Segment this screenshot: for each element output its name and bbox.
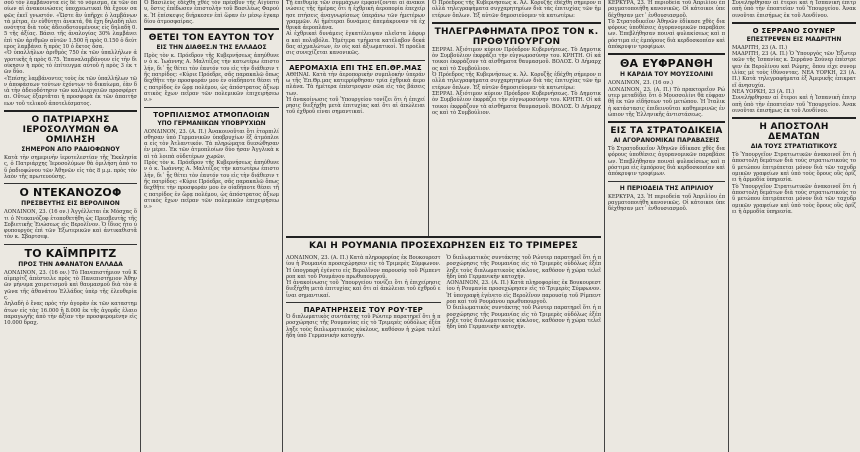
article-text: Ὁ Πρόεδρος τῆς Κυβερνήσεως κ. Ἀλ. Κορυζῆς ἐδέχθη σήμερον πολλὰ τηλεγραφήματα συγχαρητηρίων διὰ τὰς ἐπιτυχίας τῶν ἡμετέρων ὅπλων. Ἐξ αὐτῶν δημοσιεύομεν τὰ κατωτέρω:: [432, 72, 601, 91]
article-text: Τὸ Ὑπουργεῖον Στρατιωτικῶν ἀνακοινοῖ ὅτι ἡ ἀποστολὴ δεμάτων διὰ τοὺς στρατιωτικοὺς τοῦ μετώπου ἐπιτρέπεται μόνον διὰ τῶν ταχυδρομικῶν γραφείων καὶ ὑπὸ τοὺς ὅρους οὓς ὁρίζει ἡ ἀρμοδία ὑπηρεσία.: [732, 183, 856, 215]
article-text: Ὁ διπλωματικὸς συντάκτης τοῦ Ρώυτερ παρατηρεῖ ὅτι ἡ προσχώρησις τῆς Ρουμανίας εἰς τὸ Τριμερὲς οὐδόλως ἐξέπληξε τοὺς διπλωματικοὺς κύκλους, καθόσον ἡ χώρα τελεῖ ἤδη ὑπὸ Γερμανικὴν κατοχήν.: [446, 255, 601, 280]
article-text: ΛΟΝΔΙΝΟΝ, 23. (Α. Π.) Τὸ πρακτορεῖον Ρώυτερ μεταδίδει ὅτι ὁ Μουσσολίνι θὰ εὐφρανθῆ ἐκ τῶν εἰδήσεων τοῦ μετώπου. Ἡ Ἰταλικὴ κατάστασις ἐπιδεινοῦται καθημερινῶς ἐνώπιον τῆς Ἑλληνικῆς ἀντιστάσεως.: [608, 86, 725, 118]
article-text: ΣΕΡΡΑΙ. Ἀξιότιμον κύριον Πρόεδρον Κυβερνήσεως. Τὸ Δημοτικὸν Συμβούλιον ἐκφράζει τὴν εὐγνωμοσύνην του. ΚΡΗΤΗ. Οἱ κάτοικοι ἐκφράζουν τὰ αἰσθήματα θαυμασμοῦ. ΒΟΛΟΣ. Ὁ Δήμαρχος καὶ τὸ Συμβούλιον.: [432, 90, 601, 116]
headline-telegrafimata: ΤΗΛΕΓΡΑΦΗΜΑΤΑ ΠΡΟΣ ΤΟΝ κ. ΠΡΟΘΥΠΟΥΡΓΟΝ: [434, 26, 599, 47]
column-rule: [140, 0, 141, 452]
subheadline-torpilismos: ΥΠΟ ΓΕΡΜΑΝΙΚΩΝ ΥΠΟΒΡΥΧΙΩΝ: [157, 119, 266, 127]
article-text: ΚΕΡΚΥΡΑ, 23. Ἡ περιοδεία τοῦ Ἀπριλίου ἐπραγματοποιήθη κανονικῶς. Οἱ κάτοικοι ὑπεδέχθησαν μετ᾽ ἐνθουσιασμοῦ.: [608, 0, 725, 19]
article-text: Τῇ ἐπιθυμίᾳ τῶν συμμάχων ἐμφανίζονται αἱ ἀνακοινώσεις τῆς ἡμέρας ὅτι ἡ ἐχθρικὴ ἀεροπορία ἐπεχείρησε πτήσεις ἀναγνωρίσεως ὑπεράνω τῶν ἡμετέρων γραμμῶν. Αἱ ἡμέτεραι δυνάμεις ἀπεμάκρυναν τὰ ἐχθρικὰ ἀεροπλάνα.: [286, 0, 425, 32]
subheadline-kaimpritz: ΠΡΟΣ ΤΗΝ ΑΦΑΝΑΤΟΝ ΕΛΛΑΔΑ: [18, 260, 123, 268]
divider: [144, 107, 279, 108]
article-text: Δηλαδὴ ὁ ἕνας πρὸς τὴν ἀγορὰν ἐκ τῶν καταστημάτων εἰς τὰς 16.000 ἢ 8.000 ἐκ τῆς ἀγορᾶς ἐλαιοπαραγωγῆς ἀπὸ τὴν ἀξίαν τὴν προσφερομένην εἰς 10.000 δραχ.: [4, 301, 137, 327]
divider: [286, 302, 441, 303]
article-text: ΛΟΝΔΙΝΟΝ, 23. (Α. Π.) Ἀνακοινοῦται ὅτι ἐτορπιλίσθησαν ὑπὸ Γερμανικῶν ὑποβρυχίων ἓξ ἀτμόπλοια εἰς τὸν Ἀτλαντικόν. Τὰ πληρώματα διεσώθησαν ἐν μέρει. Ἐκ τῶν ἀτμοπλοίων δύο ἦσαν Ἀγγλικὰ καὶ τὰ λοιπὰ οὐδετέρων χωρῶν.: [144, 128, 279, 160]
headline-roumania: ΚΑΙ Η ΡΟΥΜΑΝΙΑ ΠΡΟΣΕΧΩΡΗΣΕΝ ΕΙΣ ΤΟ ΤΡΙΜΕΡΕΣ: [309, 241, 578, 251]
headline-patriarch: Ο ΠΑΤΡΙΑΡΧΗΣ ΙΕΡΟΣΟΛΥΜΩΝ ΘΑ ΟΜΙΛΗΣΗ: [22, 115, 119, 146]
subheadline-stratodikeia: ΑΙ ΑΓΟΡΑΝΟΜΙΚΑΙ ΠΑΡΑΒΑΣΕΙΣ: [613, 137, 720, 145]
column-6: [732, 0, 856, 452]
subheadline-patriarch: ΣΗΜΕΡΟΝ ΑΠΟ ΡΑΔΙΟΦΩΝΟΥ: [21, 146, 120, 154]
subheadline-euforanthi: Η ΚΑΡΔΙΑ ΤΟΥ ΜΟΥΣΣΟΛΙΝΙ: [620, 71, 713, 79]
divider: [286, 60, 425, 61]
headline-apostoli: Η ΑΠΟΣΤΟΛΗ ΔΕΜΑΤΩΝ: [759, 122, 829, 143]
roumania-col-b: [447, 255, 602, 339]
column-2: [144, 0, 279, 452]
article-text: «Ὁ ὑπαλλήλων ἀριθμὸς 750 ἐκ τῶν ὑπαλλήλων ἀγροτικῆς ἡ πρὸς 6.75. Ἐπαναλαμβάνουν εἰς τὴν διοίκησιν ἡ πρὸς τὸ ἐπίτευγμα αὐτοῦ ἡ πρὸς 3 ἐκ τῶν δύο.: [4, 50, 137, 76]
dateline: ΜΑΔΡΙΤΗ, 23 (Α. Π.): [732, 44, 788, 51]
headline-periodeia: Η ΠΕΡΙΟΔΕΙΑ ΤΗΣ ΑΠΡΙΛΙΟΥ: [619, 184, 714, 192]
article-text: Κατὰ τὴν σημερινὴν ἱεροτελεστίαν τῆς Ἐκκλησίας, ὁ Πατριάρχης Ἱεροσολύμων θὰ ὁμιλήση ἀπὸ τοῦ ῥαδιοφώνου τῶν Ἀθηνῶν εἰς τὰς 8 μ.μ. πρὸς τὸν λαὸν τῆς πρωτευούσης.: [4, 155, 137, 180]
divider: [732, 22, 856, 24]
headline-oetei: ΘΕΤΕΙ ΤΟΝ ΕΑΥΤΟΝ ΤΟΥ: [148, 33, 275, 44]
article-text: Ὁ διπλωματικὸς συντάκτης τοῦ Ρώυτερ παρατηρεῖ ὅτι ἡ προσχώρησις τῆς Ρουμανίας εἰς τὸ Τριμερὲς οὐδόλως ἐξέπληξε τοὺς διπλωματικοὺς κύκλους, καθόσον ἡ χώρα τελεῖ ἤδη ὑπὸ Γερμανικὴν κατοχήν.: [286, 314, 441, 339]
article-text: Πρὸς τὸν κ. Πρόεδρον τῆς Κυβερνήσεως ἀπηύθυνεν ὁ κ. Ἰωάννης Α. Μαλτέζος τὴν κατωτέρω ἐπιστολήν, δι᾽ ἧς θέτει τὸν ἑαυτόν του εἰς τὴν διάθεσιν τῆς πατρίδος: «Κύριε Πρόεδρε, σᾶς παρακαλῶ ὅπως δεχθῆτε τὴν προσφοράν μου ἐν οἱαδήποτε θέσει τῆς πατρίδος ἐν ὥρᾳ πολέμου, ὡς ἀπόστρατος ἀξιωματικὸς ἔχων πεῖραν τῶν πολεμικῶν ἐπιχειρήσεων.»: [144, 53, 279, 104]
dateline: ΛΟΝΔΙΝΟΝ, 23. (16 ον.): [608, 80, 674, 87]
divider: [608, 121, 725, 123]
article-text: ΚΕΡΚΥΡΑ, 23. Ἡ περιοδεία τοῦ Ἀπριλίου ἐπραγματοποιήθη κανονικῶς. Οἱ κάτοικοι ὑπεδέχθησαν μετ᾽ ἐνθουσιασμοῦ.: [608, 193, 725, 213]
article-text: ΑΘΗΝΑΙ. Κατὰ τὴν ἀεροπορικὴν συμπλοκὴν ὑπεράνω τῆς Ἐπ.Θρ.μας κατερρίφθησαν τρία ἐχθρικὰ ἀεροπλάνα. Τὰ ἡμέτερα ἐπέστρεψαν σῶα εἰς τὰς βάσεις των.: [286, 71, 425, 97]
article-text: ΛΟΝΔΙΝΟΝ, 23. (16 ον.) Ἀγγέλλεται ἐκ Μόσχας ὅτι ὁ Ντεκανόζοφ ἐτοποθετήθη ὡς Πρεσβευτὴς τῆς Σοβιετικῆς Ἑνώσεως εἰς Βερολῖνον. Ὁ ἴδιος ἦτο ὑφυπουργὸς ἐπὶ τῶν Ἐξωτερικῶν καὶ ἀντικαθιστᾶ τὸν κ. Σβαρτσεφ.: [4, 209, 137, 241]
headline-kaimpritz: ΤΟ ΚΑΪΜΠΡΙΤΖ: [24, 246, 117, 260]
article-text: Τὸ Ὑπουργεῖον Στρατιωτικῶν ἀνακοινοῖ ὅτι ἡ ἀποστολὴ δεμάτων διὰ τοὺς στρατιωτικοὺς τοῦ μετώπου ἐπιτρέπεται μόνον διὰ τῶν ταχυδρομικῶν γραφείων καὶ ὑπὸ τοὺς ὅρους οὓς ὁρίζει ἡ ἀρμοδία ὑπηρεσία.: [732, 152, 856, 184]
headline-stratodikeia: ΕΙΣ ΤΑ ΣΤΡΑΤΟΔΙΚΕΙΑ: [610, 126, 723, 137]
divider: [144, 28, 279, 30]
headline-sauner: Ο ΣΕΡΡΑΝΟ ΣΟΥΝΕΡ: [752, 26, 836, 35]
divider: [608, 53, 725, 55]
divider: [732, 117, 856, 119]
column-5: [608, 0, 725, 452]
divider: [286, 236, 601, 238]
article-text: Συνελήφθησαν αἱ ἔτεροι καὶ ἡ Ἰσπανικὴ ἐπιτροπὴ ὑπὸ τὴν ἐποπτείαν τοῦ Ὑπουργείου. Ἀνακοινοῦται ἐπισήμως ἐκ τοῦ Λονδίνου.: [732, 0, 856, 19]
article-text: Ὁ Βασιλεὺς ἐδέχθη χθὲς τὸν πρέσβυν τῆς Αἰγύπτου, ὅστις ἐπέδωσεν ἐπιστολὴν τοῦ Βασιλέως Φαρούκ. Ἡ ἐπίσκεψις διήρκεσεν ἐπὶ ὥραν ἐν μέσῳ ἐγκαρδίου ἀτμοσφαίρας.: [144, 0, 279, 25]
roumania-article: [286, 236, 601, 452]
article-text: Αἱ ἐχθρικαὶ δυνάμεις ἐγκατέλειψαν πλεῖστα λάφυρα καὶ πολυβόλα. Ἡμέτερα τμήματα κατέλαβον δεκάδας αἰχμαλώτων, ἐν οἷς καὶ ἀξιωματικοί. Ἡ προέλασις συνεχίζεται κανονικῶς.: [286, 31, 425, 57]
article-text: ΛΟΝΔΙΝΟΝ, 23. (Α. Π.) Κατὰ πληροφορίας ἐκ Βουκουρεστίου ἡ Ρουμανία προσεχώρησεν εἰς τὸ Τριμερὲς Σύμφωνον. Ἡ ὑπογραφὴ ἐγένετο εἰς Βερολῖνον παρουσίᾳ τοῦ Ρίμπεντροπ καὶ τοῦ Ρουμάνου πρωθυπουργοῦ.: [446, 280, 601, 306]
article-text: ΛΟΝΔΙΝΟΝ, 23. (Α. Π.) Κατὰ πληροφορίας ἐκ Βουκουρεστίου ἡ Ρουμανία προσεχώρησεν εἰς τὸ Τριμερὲς Σύμφωνον. Ἡ ὑπογραφὴ ἐγένετο εἰς Βερολῖνον παρουσίᾳ τοῦ Ρίμπεντροπ καὶ τοῦ Ρουμάνου πρωθυπουργοῦ.: [286, 255, 441, 280]
subheadline-oetei: ΕΙΣ ΤΗΝ ΔΙΑΘΕΣ.Ν ΤΗΣ ΕΛΛΑΔΟΣ: [156, 44, 267, 52]
divider: [432, 22, 601, 24]
subheadline-ntekanozof: ΠΡΕΣΒΕΥΤΗΣ ΕΙΣ ΒΕΡΟΛΙΝΟΝ: [21, 200, 120, 208]
dateline: ΝΕΑ ΥΟΡΚΗ, 23 (Α. Π.): [732, 88, 795, 95]
article-text: Τὸ Στρατοδικεῖον Ἀθηνῶν ἐδίκασε χθὲς διαφόρους ὑποθέσεις ἀγορανομικῶν παραβάσεων. Ἐπεβλήθησαν ποιναὶ φυλακίσεως καὶ πρόστιμα εἰς ἐμπόρους διὰ κερδοσκοπίαν καὶ ἀπόκρυψιν τροφίμων.: [608, 146, 725, 178]
roumania-columns: [286, 255, 601, 339]
subheadline-sauner: ΕΠΕΣΤΡΕΨΕΝ ΕΙΣ ΜΑΔΡΙΤΗΝ: [746, 35, 842, 43]
divider: [4, 183, 137, 184]
headline-ntekanozof: Ο ΝΤΕΚΑΝΟΖΟΦ: [19, 186, 122, 200]
article-text: Συνελήφθησαν αἱ ἔτεροι καὶ ἡ Ἰσπανικὴ ἐπιτροπὴ ὑπὸ τὴν ἐποπτείαν τοῦ Ὑπουργείου. Ἀνακοινοῦται ἐπισήμως ἐκ τοῦ Λονδίνου.: [732, 95, 856, 114]
article-text: Ἡ ἀνακοίνωσις τοῦ Ὑπουργείου τονίζει ὅτι ἡ ἐπιχείρησις διεξήχθη μετὰ ἐπιτυχίας καὶ ὅτι αἱ ἀπώλειαι τοῦ ἐχθροῦ εἶναι σημαντικαί.: [286, 280, 441, 299]
headline-torpilismos: ΤΟΡΠΙΛΙΣΜΟΣ ΑΤΜΟΠΛΟΙΩΝ: [153, 110, 270, 119]
article-text: «Ἐπίσης λαμβάνοντες τοὺς ἐκ τῶν ὑπαλλήλων τῶν ἀποφάσεων τούτων ἐχόντων τὸ δικαίωμα, ἐὰν διὰ τὴν ἀδειοδότησιν τῶν καλλιεργειῶν προσφέρεται. Οὕτως ἐξαρτᾶται ἡ προσφορὰ ἐκ τῶν ἀπαιτήσεων τοῦ τελικοῦ ἀποτελέσματος.: [4, 75, 137, 107]
article-text: σοῦ τὸν λαμβάνοντα εἰς δὲ τὸ νόμισμα, ἐκ τῶν ὁποίων αἱ ἀνακοινώσεις ὑποχρεωτικαὶ θὰ ἔχουν σαφῶς ἐκεῖ γνωστόν. «Ὥστε ἂν ὑπῆρχε ὁ λαμβάνων τὰ μέτρα, ἐν εὐθύτητι ἀνεκτά, θὰ ἔχη δηλαδὴ πλειονότητα διὰ τοὺς ἀδειοδοτουμένους εἰς δηλαδὴ 0.5 τῆς ἀξίας. Βάσει τῆς ἀναλογίας 30% λαμβάνει ἐπὶ τῶν ἀριθμῶν αὐτῶν 1.500 ἢ πρὸς 0.150 ὁ δεύτερος λαμβάνει ἢ πρὸς 10 ὁ ἕκτος ὅσα.: [4, 0, 137, 51]
roumania-col-a: [286, 255, 441, 339]
column-1: [4, 0, 137, 452]
headline-aeromachia: ΑΕΡΟΜΑΧΙΑ ΕΠΙ ΤΗΣ ΕΠ.ΘΡ.ΜΑΣ: [289, 63, 422, 72]
headline-paratiriseis: ΠΑΡΑΤΗΡΗΣΕΙΣ ΤΟΥ ΡΟΥ·ΤΕΡ: [303, 306, 423, 315]
article-text: ΜΑΔΡΙΤΗ, 23 (Α. Π.) Ὁ Ὑπουργὸς τῶν Ἐξωτερικῶν τῆς Ἰσπανίας κ. Σερράνο Σούνερ ἐπέστρεψεν ἐκ Βερολίνου καὶ Ρώμης, ὅπου εἶχε συνομιλίας μὲ τοὺς ἰθύνοντας. ΝΕΑ ΥΟΡΚΗ, 23 (Α. Π.) Κατὰ τηλεγραφήματα ἐξ Ἀμερικῆς ἐπικρατεῖ ἀνησυχία.: [732, 51, 856, 89]
headline-euforanthi: ΘΑ ΕΥΦΡΑΝΘΗ: [619, 57, 714, 71]
divider: [608, 181, 725, 182]
article-text: Ὁ διπλωματικὸς συντάκτης τοῦ Ρώυτερ παρατηρεῖ ὅτι ἡ προσχώρησις τῆς Ρουμανίας εἰς τὸ Τριμερὲς οὐδόλως ἐξέπληξε τοὺς διπλωματικοὺς κύκλους, καθόσον ἡ χώρα τελεῖ ἤδη ὑπὸ Γερμανικὴν κατοχήν.: [446, 305, 601, 331]
subheadline-apostoli: ΔΙΑ ΤΟΥΣ ΣΤΡΑΤΙΩΤΙΚΟΥΣ: [750, 143, 838, 151]
article-text: Ἡ ἀνακοίνωσις τοῦ Ὑπουργείου τονίζει ὅτι ἡ ἐπιχείρησις διεξήχθη μετὰ ἐπιτυχίας καὶ ὅτι αἱ ἀπώλειαι τοῦ ἐχθροῦ εἶναι σημαντικαί.: [286, 96, 425, 116]
divider: [4, 110, 137, 112]
divider: [4, 244, 137, 245]
column-rule: [282, 0, 283, 452]
article-text: ΣΕΡΡΑΙ. Ἀξιότιμον κύριον Πρόεδρον Κυβερνήσεως. Τὸ Δημοτικὸν Συμβούλιον ἐκφράζει τὴν εὐγνωμοσύνην του. ΚΡΗΤΗ. Οἱ κάτοικοι ἐκφράζουν τὰ αἰσθήματα θαυμασμοῦ. ΒΟΛΟΣ. Ὁ Δήμαρχος καὶ τὸ Συμβούλιον.: [432, 46, 601, 72]
column-rule: [604, 0, 605, 452]
article-text: Τὸ Στρατοδικεῖον Ἀθηνῶν ἐδίκασε χθὲς διαφόρους ὑποθέσεις ἀγορανομικῶν παραβάσεων. Ἐπεβλήθησαν ποιναὶ φυλακίσεως καὶ πρόστιμα εἰς ἐμπόρους διὰ κερδοσκοπίαν καὶ ἀπόκρυψιν τροφίμων.: [608, 18, 725, 51]
article-text: Πρὸς τὸν κ. Πρόεδρον τῆς Κυβερνήσεως ἀπηύθυνεν ὁ κ. Ἰωάννης Α. Μαλτέζος τὴν κατωτέρω ἐπιστολήν, δι᾽ ἧς θέτει τὸν ἑαυτόν του εἰς τὴν διάθεσιν τῆς πατρίδος: «Κύριε Πρόεδρε, σᾶς παρακαλῶ ὅπως δεχθῆτε τὴν προσφοράν μου ἐν οἱαδήποτε θέσει τῆς πατρίδος ἐν ὥρᾳ πολέμου, ὡς ἀπόστρατος ἀξιωματικὸς ἔχων πεῖραν τῶν πολεμικῶν ἐπιχειρήσεων.»: [144, 160, 279, 211]
article-text: ΛΟΝΔΙΝΟΝ, 23. (16 ον.) Τὸ Πανεπιστήμιον τοῦ Καϊμπρίτζ ἀπέστειλε πρὸς τὸ Πανεπιστήμιον Ἀθηνῶν μήνυμα χαιρετισμοῦ καὶ θαυμασμοῦ διὰ τὸν ἀγῶνα τῆς ἀθανάτου Ἑλλάδος ὑπὲρ τῆς ἐλευθερίας.: [4, 269, 137, 301]
article-text: Ὁ Πρόεδρος τῆς Κυβερνήσεως κ. Ἀλ. Κορυζῆς ἐδέχθη σήμερον πολλὰ τηλεγραφήματα συγχαρητηρίων διὰ τὰς ἐπιτυχίας τῶν ἡμετέρων ὅπλων. Ἐξ αὐτῶν δημοσιεύομεν τὰ κατωτέρω:: [432, 0, 601, 19]
column-rule: [728, 0, 729, 452]
